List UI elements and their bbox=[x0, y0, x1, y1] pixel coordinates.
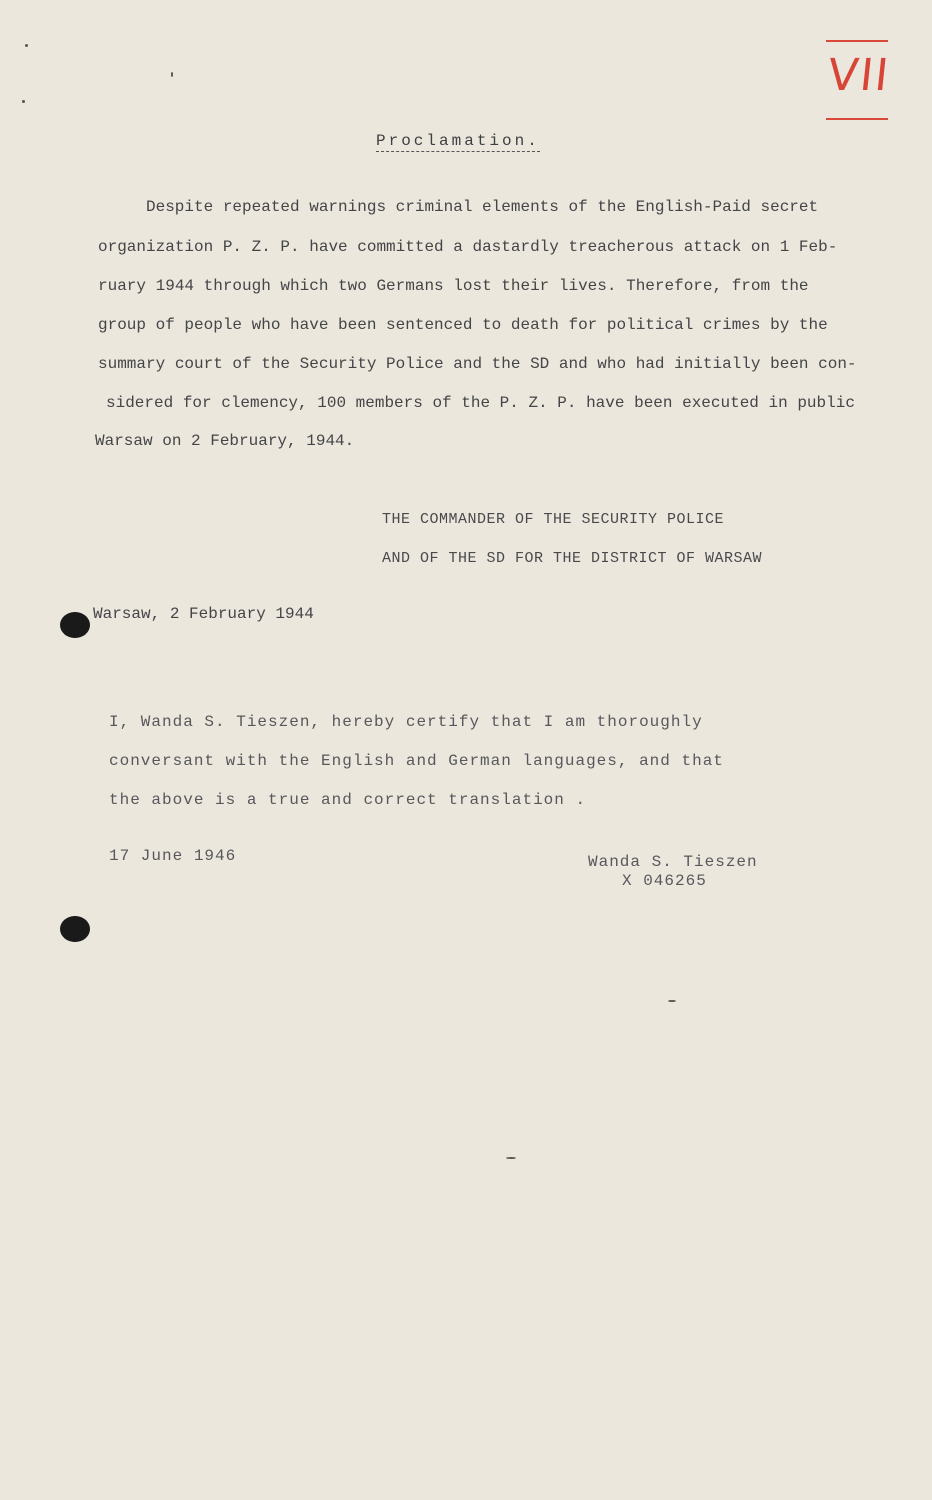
certification-date: 17 June 1946 bbox=[109, 847, 237, 865]
certification-line: the above is a true and correct translation . bbox=[109, 791, 587, 809]
punch-hole bbox=[60, 916, 90, 942]
place-date: Warsaw, 2 February 1944 bbox=[93, 605, 314, 623]
paragraph-line: summary court of the Security Police and the SD and who had initially been con- bbox=[98, 355, 857, 373]
paragraph-line: Warsaw on 2 February, 1944. bbox=[95, 432, 355, 450]
paragraph-line: sidered for clemency, 100 members of the P. Z. P. have been executed in public bbox=[106, 394, 855, 412]
stamp-mark: VII bbox=[825, 50, 893, 101]
signature-line: THE COMMANDER OF THE SECURITY POLICE bbox=[382, 511, 725, 528]
paper-speck bbox=[22, 100, 25, 103]
paper-speck bbox=[25, 44, 28, 47]
punch-hole bbox=[60, 612, 90, 638]
stamp-top-bar bbox=[826, 40, 888, 42]
paragraph-line: ruary 1944 through which two Germans lost their lives. Therefore, from the bbox=[98, 277, 809, 295]
stamp-bottom-bar bbox=[826, 118, 888, 120]
paper-speck bbox=[668, 1000, 676, 1002]
paper-speck bbox=[506, 1157, 516, 1159]
paper-speck bbox=[171, 72, 173, 77]
paragraph-line: group of people who have been sentenced to death for political crimes by the bbox=[98, 316, 828, 334]
certification-line: I, Wanda S. Tieszen, hereby certify that I am thoroughly bbox=[109, 713, 703, 731]
translator-name: Wanda S. Tieszen bbox=[588, 853, 758, 871]
paragraph-line: Despite repeated warnings criminal elements of the English-Paid secret bbox=[146, 198, 819, 216]
document-title: Proclamation. bbox=[376, 132, 540, 150]
paragraph-line: organization P. Z. P. have committed a dastardly treacherous attack on 1 Feb- bbox=[98, 238, 838, 256]
signature-line: AND OF THE SD FOR THE DISTRICT OF WARSAW bbox=[382, 550, 763, 567]
translator-id: X 046265 bbox=[622, 872, 707, 890]
certification-line: conversant with the English and German languages, and that bbox=[109, 752, 724, 770]
page-number-stamp bbox=[822, 36, 893, 126]
